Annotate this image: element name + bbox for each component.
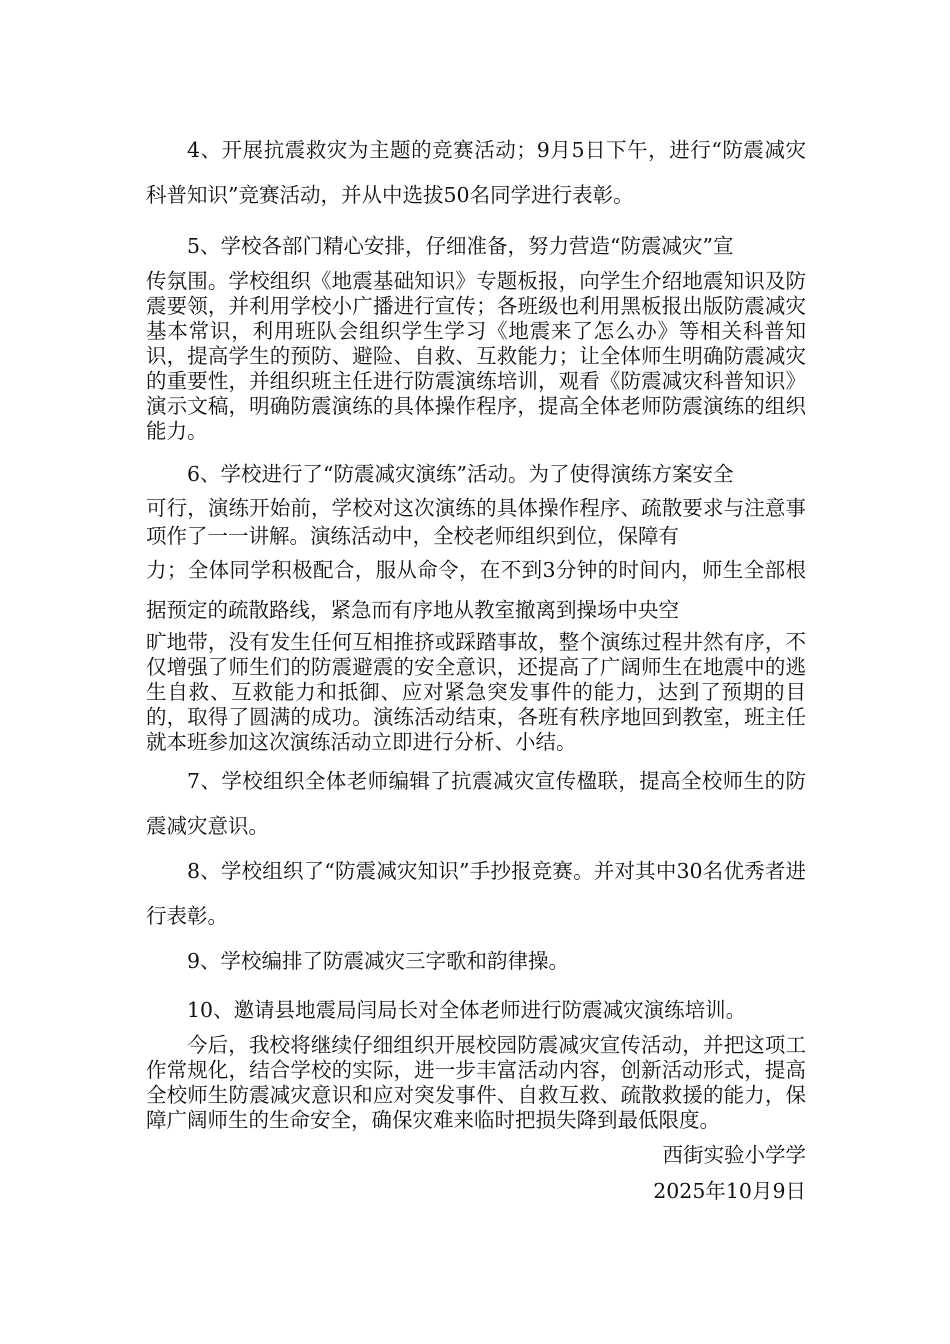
paragraph-5-first-line: 5、学校各部门精心安排，仔细准备，努力营造“防震减灾”宣 bbox=[187, 234, 734, 258]
document-body bbox=[146, 128, 806, 1209]
paragraph-6-part-4: 旷地带，没有发生任何互相推挤或踩踏事故，整个演练过程井然有序，不仅增强了师生们的防震避震的安全意识，还提高了广阔师生在地震中的逃生自救、互救能力和抵御、应对紧急突发事件的能力，达到了预期的目的，取得了圆满的成功。演练活动结束，各班有秩序地回到教室，班主任就本班参加这次演练活动立即进行分析、小结。 bbox=[146, 630, 806, 754]
paragraph-5-body: 传氛围。学校组织《地震基础知识》专题板报，向学生介绍地震知识及防震要领，并利用学校小广播进行宣传；各班级也利用黑板报出版防震减灾基本常识，利用班队会组织学生学习《地震来了怎么办》等相关科普知识，提高学生的预防、避险、自救、互救能力；让全体师生明确防震减灾的重要性，并组织班主任进行防震演练培训，观看《防震减灾科普知识》演示文稿，明确防震演练的具体操作程序，提高全体老师防震演练的组织能力。 bbox=[146, 269, 806, 443]
paragraph-8: 8、学校组织了“防震减灾知识”手抄报竞赛。并对其中30名优秀者进行表彰。 bbox=[146, 859, 806, 928]
paragraph-closing: 今后，我校将继续仔细组织开展校园防震减灾宣传活动，并把这项工作常规化，结合学校的实际，进一步丰富活动内容，创新活动形式，提高全校师生防震减灾意识和应对突发事件、自救互救、疏散救援的能力，保障广阔师生的生命安全，确保灾难来临时把损失降到最低限度。 bbox=[146, 1033, 806, 1132]
signature-school: 西街实验小学学 bbox=[662, 1143, 806, 1167]
signature-block bbox=[146, 1137, 806, 1209]
paragraph-6-part-3: 力；全体同学积极配合，服从命令，在不到3分钟的时间内，师生全部根据预定的疏散路线，紧急而有序地从教室撤离到操场中央空 bbox=[146, 558, 806, 622]
paragraph-6 bbox=[146, 454, 806, 755]
paragraph-5 bbox=[146, 224, 806, 444]
paragraph-7: 7、学校组织全体老师编辑了抗震减灾宣传楹联，提高全校师生的防震减灾意识。 bbox=[146, 769, 806, 838]
paragraph-4: 4、开展抗震救灾为主题的竞赛活动；9月5日下午，进行“防震减灾科普知识”竞赛活动，并从中选拔50名同学进行表彰。 bbox=[146, 138, 806, 207]
paragraph-6-part-1: 6、学校进行了“防震减灾演练”活动。为了使得演练方案安全 bbox=[187, 462, 734, 486]
paragraph-9: 9、学校编排了防震减灾三字歌和韵律操。 bbox=[187, 949, 570, 973]
paragraph-10: 10、邀请县地震局闫局长对全体老师进行防震减灾演练培训。 bbox=[187, 998, 747, 1022]
signature-date: 2025年10月9日 bbox=[653, 1179, 806, 1203]
paragraph-6-part-2: 可行，演练开始前，学校对这次演练的具体操作程序、疏散要求与注意事项作了一一讲解。演练活动中，全校老师组织到位，保障有 bbox=[146, 496, 806, 548]
